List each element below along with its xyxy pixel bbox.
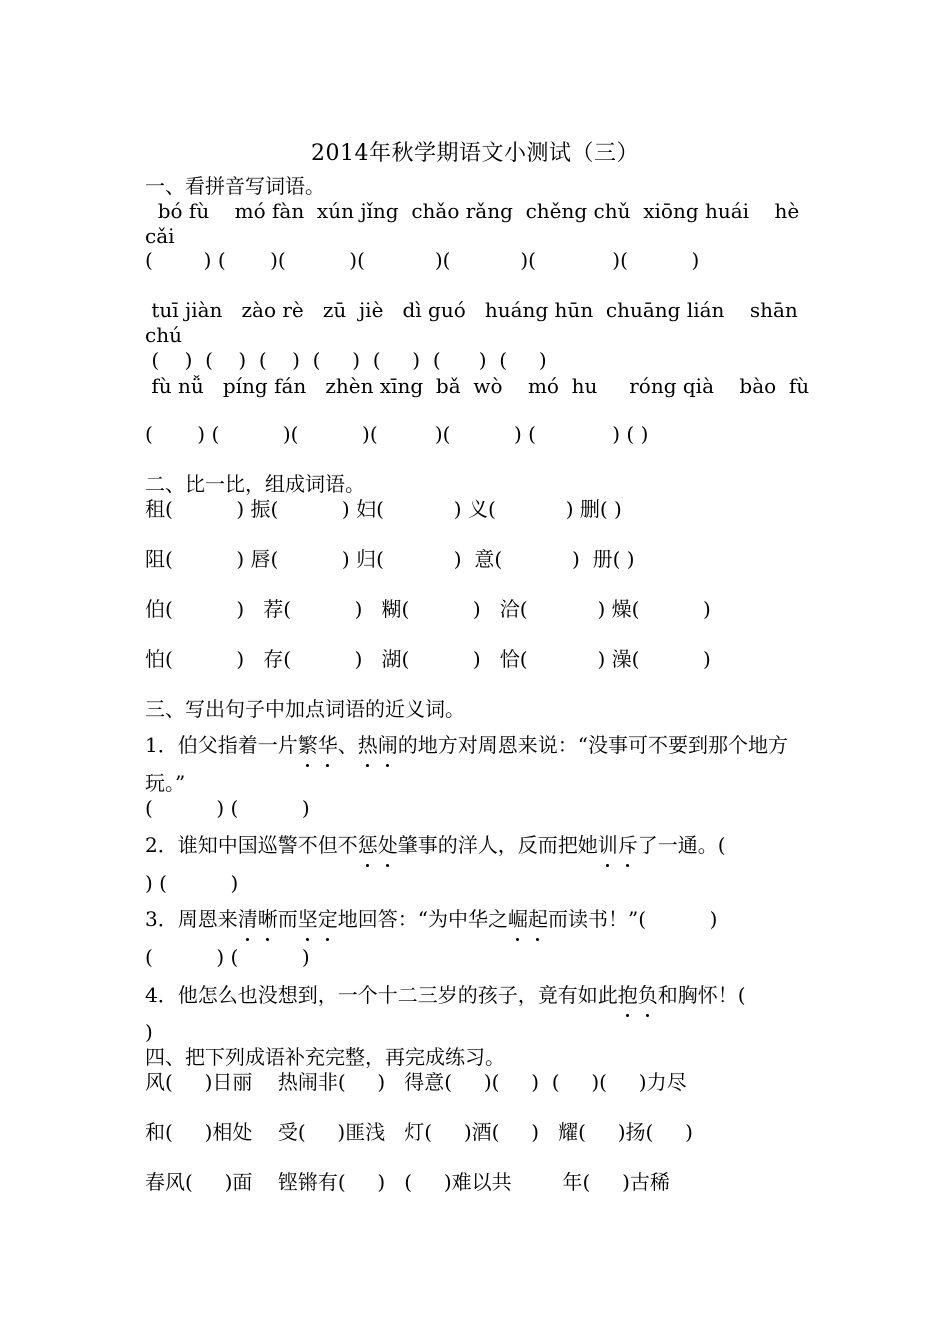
blank-row-1: ( ) ( )( )( )( )( )( ) bbox=[145, 248, 700, 272]
compare-row-1: 租( ) 振( ) 妇( ) 义( ) 删( ) bbox=[145, 497, 622, 521]
q3-dotted-word-3: 崛起 bbox=[508, 907, 548, 931]
question-2 bbox=[145, 826, 810, 864]
q1-dotted-word-1: 繁华 bbox=[298, 733, 338, 757]
q3-text: 3．周恩来 bbox=[145, 907, 238, 931]
q3-text-mid-1: 而 bbox=[277, 907, 298, 931]
section-1-heading: 一、看拼音写词语。 bbox=[145, 174, 325, 198]
compare-row-2: 阻( ) 唇( ) 归( ) 意( ) 册( ) bbox=[145, 547, 635, 571]
compare-row-3: 伯( ) 荐( ) 糊( ) 洽( ) 燥( ) bbox=[145, 597, 711, 621]
blank-row-3: ( ) ( )( )( )( ) ( ) ( ) bbox=[145, 422, 649, 446]
q4-answer-blanks: ) bbox=[145, 1020, 153, 1044]
q1-answer-blanks: ( ) ( ) bbox=[145, 796, 310, 820]
q2-dotted-word-2: 训斥 bbox=[598, 833, 638, 857]
idiom-row-2: 和( )相处 受( )匪浅 灯( )酒( ) 耀( )扬( ) bbox=[145, 1120, 693, 1144]
pinyin-row-2: tuī jiàn zào rè zū jiè dì guó huáng hūn chuāng lián shān chú bbox=[145, 298, 805, 347]
question-3 bbox=[145, 900, 810, 938]
idiom-row-1: 风( )日丽 热闹非( ) 得意( )( ) ( )( )力尽 bbox=[145, 1070, 687, 1094]
q4-text-rest: 和胸怀！( bbox=[657, 983, 746, 1007]
section-2-heading: 二、比一比，组成词语。 bbox=[145, 472, 365, 496]
q2-text-mid: 肇事的洋人，反而把她 bbox=[397, 833, 598, 857]
q3-dotted-word-1: 清晰 bbox=[238, 907, 278, 931]
section-4-heading: 四、把下列成语补充完整，再完成练习。 bbox=[145, 1045, 505, 1069]
q3-text-mid-2: 地回答：“为中华之 bbox=[337, 907, 508, 931]
q3-dotted-word-2: 坚定 bbox=[298, 907, 338, 931]
section-3-heading: 三、写出句子中加点词语的近义词。 bbox=[145, 697, 465, 721]
compare-row-4: 怕( ) 存( ) 湖( ) 恰( ) 澡( ) bbox=[145, 647, 711, 671]
pinyin-row-3: fù nǚ píng fán zhèn xīng bǎ wò mó hu róng qià bào fù bbox=[145, 374, 810, 398]
blank-row-2: ( ) ( ) ( ) ( ) ( ) ( ) ( ) bbox=[145, 348, 547, 372]
idiom-row-3: 春风( )面 铿锵有( ) ( )难以共 年( )古稀 bbox=[145, 1170, 670, 1194]
pinyin-row-1: bó fù mó fàn xún jǐng chǎo rǎng chěng chǔ xiōng huái hè cǎi bbox=[145, 199, 806, 248]
question-4 bbox=[145, 976, 810, 1014]
q4-text: 4．他怎么也没想到，一个十二三岁的孩子，竟有如此 bbox=[145, 983, 618, 1007]
q4-dotted-word-1: 抱负 bbox=[618, 983, 658, 1007]
q3-answer-blanks: ( ) ( ) bbox=[145, 945, 310, 969]
page-title: 2014年秋学期语文小测试（三） bbox=[311, 141, 639, 166]
question-1 bbox=[145, 726, 810, 802]
q1-text-rest: 的地方对周恩来说：“没事可不要到那个地方玩。” bbox=[145, 733, 788, 795]
q1-text: 1．伯父指着一片 bbox=[145, 733, 298, 757]
q2-dotted-word-1: 惩处 bbox=[358, 833, 398, 857]
q2-text: 2．谁知中国巡警不但不 bbox=[145, 833, 358, 857]
q2-answer-blanks: ) ( ) bbox=[145, 871, 239, 895]
q1-separator: 、 bbox=[337, 733, 358, 757]
q2-text-rest: 了一通。( bbox=[637, 833, 726, 857]
q3-text-rest: 而读书！”( ) bbox=[547, 907, 718, 931]
q1-dotted-word-2: 热闹 bbox=[358, 733, 398, 757]
